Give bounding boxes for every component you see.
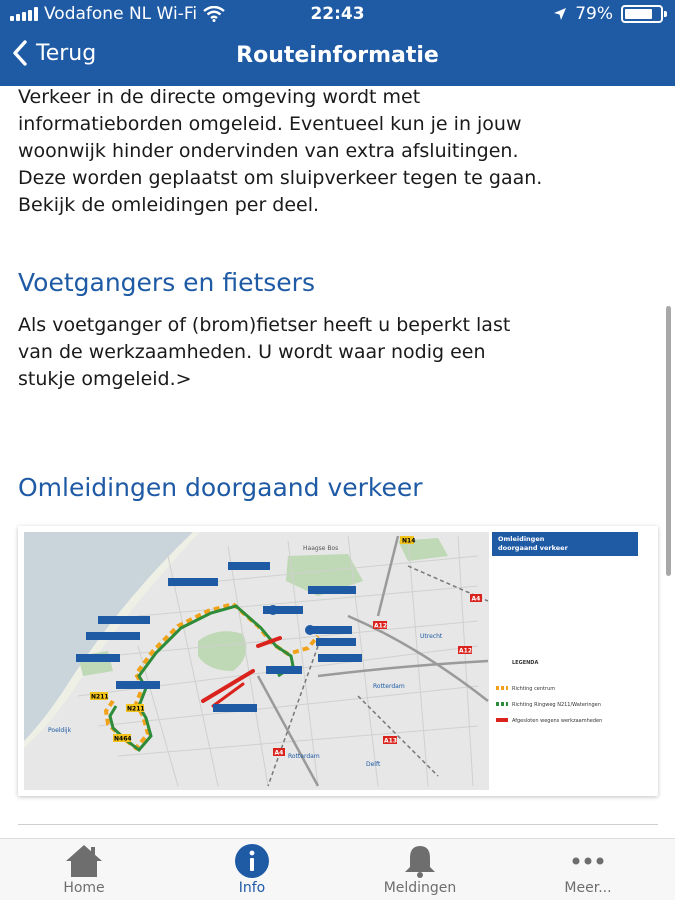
intro-line: informatieborden omgeleid. Eventueel kun je in jouw [18, 113, 522, 135]
status-time: 22:43 [310, 4, 365, 24]
home-icon [64, 843, 104, 879]
intro-line: Verkeer in de directe omgeving wordt met [18, 86, 421, 108]
info-icon [232, 843, 272, 879]
bell-icon [400, 843, 440, 879]
paragraph-line: Als voetganger of (brom)fietser heeft u beperkt last [18, 314, 511, 336]
location-arrow-icon [553, 7, 567, 21]
intro-line: Deze worden geplaatst om sluipverkeer tegen te gaan. [18, 167, 543, 189]
legend-item: Richting Ringweg N211/Wateringen [512, 702, 601, 708]
tab-meer[interactable] [504, 839, 672, 900]
intro-line: Bekijk de omleidingen per deel. [18, 194, 320, 216]
tab-label: Info [238, 880, 266, 896]
road-shield: A12 [374, 622, 387, 630]
road-shield: A13 [384, 737, 397, 745]
tab-label: Meldingen [383, 880, 457, 896]
intro-line: woonwijk hinder ondervinden van extra afsluitingen. [18, 140, 519, 162]
road-shield: A12 [459, 647, 472, 655]
back-label: Terug [36, 40, 97, 66]
tab-meldingen[interactable] [336, 839, 504, 900]
battery-fill [625, 9, 652, 19]
detour-map[interactable] [18, 526, 658, 796]
tab-info[interactable] [168, 839, 336, 900]
page-title: Routeinformatie [236, 43, 439, 68]
tab-label: Meer... [564, 880, 612, 896]
tab-bar [0, 838, 675, 900]
carrier-label: Vodafone NL Wi-Fi [44, 4, 198, 24]
tab-home[interactable] [0, 839, 168, 900]
status-bar [0, 0, 675, 30]
intro-paragraph [18, 86, 638, 219]
place-label: Poeldijk [48, 727, 72, 734]
divider [18, 824, 658, 825]
place-label: Rotterdam [373, 683, 405, 690]
more-icon [568, 843, 608, 879]
road-shield: N464 [114, 735, 132, 743]
road-shield: A4 [274, 749, 284, 757]
battery-percent: 79% [575, 4, 613, 24]
road-shield: N211 [91, 693, 109, 701]
place-label: Rotterdam [288, 753, 320, 760]
paragraph-line: van de werkzaamheden. U wordt waar nodig een [18, 341, 486, 363]
legend-item: Afgesloten wegens werkzaamheden [512, 718, 603, 724]
nav-bar [0, 30, 675, 86]
road-shield: A4 [471, 595, 481, 603]
legend-item: Richting centrum [512, 686, 556, 692]
road-shield: N211 [127, 705, 145, 713]
battery-icon [621, 5, 663, 23]
app-header [0, 0, 675, 86]
section-heading-pedestrians: Voetgangers en fietsers [18, 268, 315, 297]
map-title-line: doorgaand verkeer [498, 544, 568, 552]
road-shield: N14 [402, 537, 416, 545]
place-label: Utrecht [420, 633, 443, 640]
scrollbar[interactable] [666, 306, 671, 576]
map-title-line: Omleidingen [498, 535, 545, 543]
paragraph-line: stukje omgeleid.> [18, 368, 192, 390]
content-scroll[interactable] [0, 86, 675, 838]
place-label: Haagse Bos [303, 545, 339, 552]
pedestrians-paragraph[interactable] [18, 312, 638, 393]
tab-label: Home [63, 880, 105, 896]
legend-title: LEGENDA [512, 660, 539, 666]
section-heading-detours: Omleidingen doorgaand verkeer [18, 473, 423, 502]
status-right [553, 4, 663, 24]
place-label: Delft [366, 761, 381, 768]
